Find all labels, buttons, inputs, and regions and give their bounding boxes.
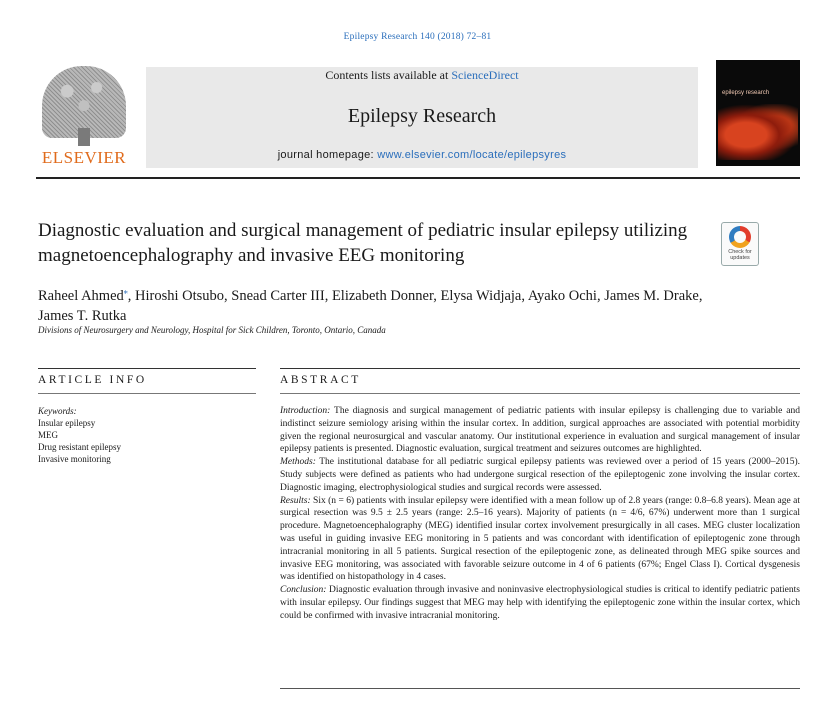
abstract-section-text: Six (n = 6) patients with insular epilepsy were identified with a mean follow up of 2.8 years (range: 0.8–6.8 years). Mean age at surgical resection was 9.5 ± 2.5 years (range: 2.5–16 years). Majority of patients (n = 4/6, 67%) underwent more than 1 surgical procedure. Magnetoencephalography (MEG) identified insular cortex involvement presurgically in all cases. MEG cluster localization was useful in guiding invasive EEG monitoring in 5 patients and was concordant with identification of epileptogenic zone through intracranial monitoring in all 5 patients. Surgical resection of the epileptogenic zone, as delineated through MEG spike sources and invasive EEG monitoring, was associated with favorable seizure outcome in 4 of 6 patients (67%; Engel Class I). Cortical dysgenesis was identified on histopathology in 4 cases. — [280, 495, 800, 583]
corresponding-author-mark[interactable]: ⁎ — [123, 287, 128, 296]
journal-reference-link[interactable]: Epilepsy Research 140 (2018) 72–81 — [343, 32, 492, 42]
abstract-section-label: Conclusion: — [280, 585, 327, 596]
contents-line — [146, 68, 698, 83]
abstract-section-label: Results: — [280, 495, 311, 506]
abstract-results — [280, 495, 800, 585]
keyword-item: Invasive monitoring — [38, 454, 111, 464]
abstract-section-text: Diagnostic evaluation through invasive and noninvasive electrophysiological studies is critical to identify pediatric patients with insular epilepsy. Our findings suggest that MEG may help with identifying the epileptogenic zone within the insular cortex, which could be confirmed with invasive intracranial monitoring. — [280, 585, 800, 621]
journal-reference[interactable] — [0, 32, 835, 42]
article-info-bottom-rule — [38, 393, 256, 394]
abstract-end-rule — [280, 688, 800, 689]
article-title: Diagnostic evaluation and surgical management of pediatric insular epilepsy utilizing magnetoencephalography and invasive EEG monitoring — [38, 220, 688, 266]
elsevier-logo — [36, 66, 132, 166]
elsevier-tree-trunk — [78, 128, 90, 146]
author-list — [38, 282, 738, 326]
abstract-conclusion — [280, 584, 800, 622]
abstract-section-label: Methods: — [280, 457, 316, 468]
abstract-body — [280, 405, 800, 623]
abstract-section-text: The diagnosis and surgical management of pediatric patients with insular epilepsy is challenging due to variable and indistinct seizure semiology arising within the insular cortex. In addition, surgical approaches are associated with potential morbidity given the regional neurosurgical and vascular anatomy. Our institutional experience in evaluation and surgical management of insular epilepsy patients is presented. Diagnostic evaluation, surgical treatment and seizures outcomes are highlighted. — [280, 406, 800, 455]
author-rest: , Hiroshi Otsubo, Snead Carter III, Elizabeth Donner, Elysa Widjaja, Ayako Ochi, James M. Drake, James T. Rutka — [38, 287, 703, 324]
author-first[interactable]: Raheel Ahmed — [38, 287, 124, 304]
header-divider — [36, 177, 800, 179]
journal-title: Epilepsy Research — [347, 105, 497, 127]
keyword-item: MEG — [38, 430, 58, 440]
cover-title: epilepsy research — [722, 90, 770, 96]
check-for-updates-badge[interactable] — [721, 222, 759, 266]
abstract-top-rule — [280, 368, 800, 369]
keywords-block — [38, 405, 121, 465]
journal-homepage — [146, 149, 698, 161]
cover-art — [718, 104, 798, 160]
keyword-item: Insular epilepsy — [38, 418, 96, 428]
abstract-bottom-rule — [280, 393, 800, 394]
abstract-section-label: Introduction: — [280, 406, 331, 416]
abstract-section-text: The institutional database for all pediatric surgical epilepsy patients was reviewed over a period of 15 years (2000–2015). Study subjects were defined as patients who had undergone surgical resection of the epileptogenic zone involving the insular cortex. Diagnostic imaging, electrophysiological studies and surgical records were assessed. — [280, 457, 800, 493]
homepage-prefix: journal homepage: — [277, 149, 378, 161]
journal-cover-image[interactable] — [716, 60, 800, 166]
article-info-top-rule — [38, 368, 256, 369]
keyword-item: Drug resistant epilepsy — [38, 442, 121, 452]
abstract-heading: ABSTRACT — [280, 374, 361, 386]
affiliation: Divisions of Neurosurgery and Neurology, Hospital for Sick Children, Toronto, Ontario, Canada — [38, 325, 386, 335]
article-info-heading: ARTICLE INFO — [38, 374, 147, 386]
abstract-methods — [280, 456, 800, 494]
sciencedirect-link[interactable]: ScienceDirect — [451, 68, 519, 82]
abstract-introduction — [280, 405, 800, 456]
homepage-link[interactable]: www.elsevier.com/locate/epilepsyres — [377, 149, 567, 161]
contents-prefix: Contents lists available at — [325, 68, 452, 82]
check-for-updates-icon — [729, 226, 751, 248]
check-for-updates-label: Check for updates — [728, 249, 752, 261]
elsevier-logo-text: ELSEVIER — [41, 148, 127, 167]
keywords-label: Keywords: — [38, 406, 77, 416]
